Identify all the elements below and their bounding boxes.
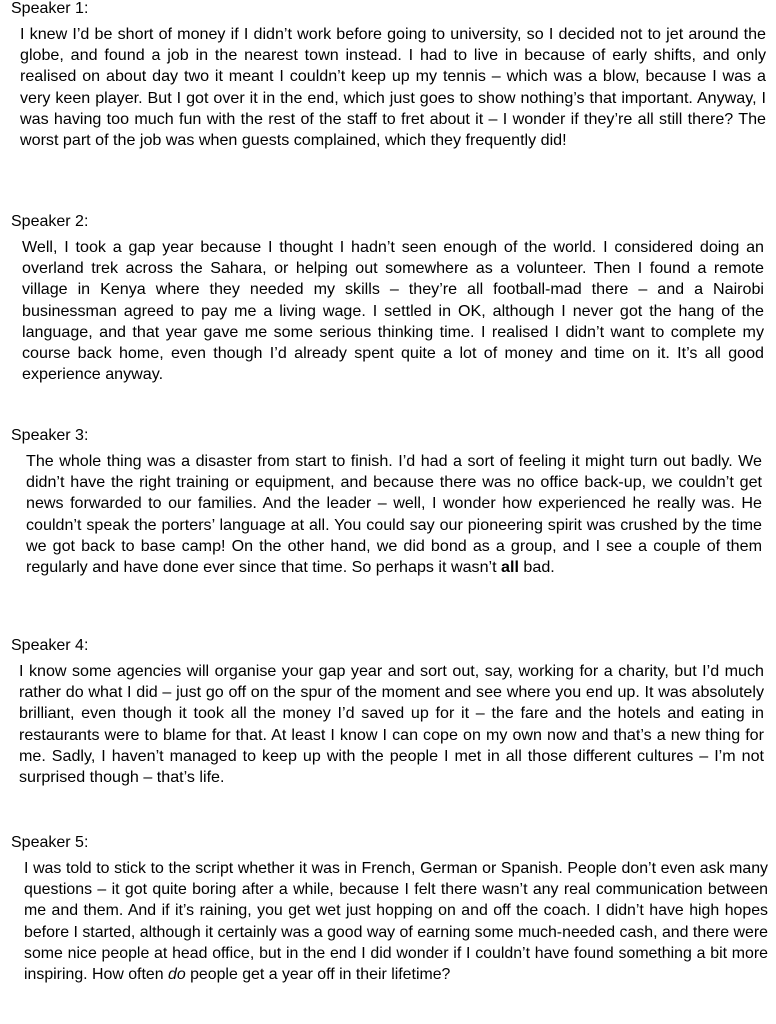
emphasis-italic: do [167,966,186,984]
emphasis-bold: all [501,558,519,577]
speaker-label: Speaker 4: [11,637,89,654]
speaker-label: Speaker 5: [11,834,89,851]
speaker-text [19,661,764,788]
speaker-text [22,237,764,385]
text-run: people get a year off in their lifetime? [185,966,451,984]
text-run: bad. [518,558,555,577]
speaker-text [24,858,768,985]
speaker-label: Speaker 1: [11,0,89,17]
text-run: The whole thing was a disaster from start to finish. I’d had a sort of feeling it might turn out badly. We didn’t have the right training or equipment, and because there was no office back-up, we couldn’t get news forwarded to our families. And the leader – well, I wonder how experienced he really was. He couldn’t speak the porters’ language at all. You could say our pioneering spirit was crushed by the time we got back to base camp! On the other hand, we did bond as a group, and I see a couple of them regularly and have done ever since that time. So perhaps it wasn’t [26,452,762,577]
speaker-label: Speaker 3: [11,427,89,444]
text-run: Well, I took a gap year because I thought I hadn’t seen enough of the world. I considered doing an overland trek across the Sahara, or helping out somewhere as a volunteer. Then I found a remote village in Kenya where they needed my skills – they’re all football-mad there – and a Nairobi businessman agreed to pay me a living wage. I settled in OK, although I never got the hang of the language, and that year gave me some serious thinking time. I realised I didn’t want to complete my course back home, even though I’d already spent quite a lot of money and time on it. It’s all good experience anyway. [22,238,764,384]
speaker-label: Speaker 2: [11,213,89,230]
text-run: I was told to stick to the script whether it was in French, German or Spanish. People don’t even ask many questions – it got quite boring after a while, because I felt there wasn’t any real communication between me and them. And if it’s raining, you get wet just hopping on and off the coach. I didn’t have high hopes before I started, although it certainly was a good way of earning some much-needed cash, and there were some nice people at head office, but in the end I did wonder if I couldn’t have found something a bit more inspiring. How often [24,860,768,984]
text-run: I know some agencies will organise your gap year and sort out, say, working for a charity, but I’d much rather do what I did – just go off on the spur of the moment and see where you end up. It was absolutely brilliant, even though it took all the money I’d saved up for it – the fare and the hotels and eating in restaurants were to blame for that. At least I know I can cope on my own now and that’s a new thing for me. Sadly, I haven’t managed to keep up with the people I met in all those different cultures – I’m not surprised though – that’s life. [19,662,764,787]
speaker-text [20,24,766,151]
text-run: I knew I’d be short of money if I didn’t work before going to university, so I decided not to jet around the globe, and found a job in the nearest town instead. I had to live in because of early shifts, and only realised on about day two it meant I couldn’t keep up my tennis – which was a blow, because I was a very keen player. But I got over it in the end, which just goes to show nothing’s that important. Anyway, I was having too much fun with the rest of the staff to fret about it – I wonder if they’re all still there? The worst part of the job was when guests complained, which they frequently did! [20,25,766,150]
speaker-text [26,451,762,578]
